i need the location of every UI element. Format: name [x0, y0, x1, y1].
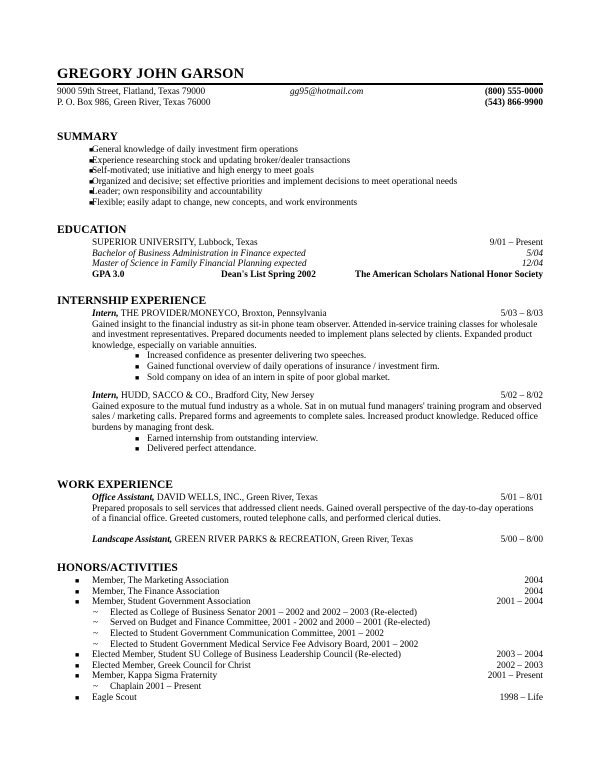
honors-item [57, 587, 543, 598]
work-job-header [57, 493, 543, 504]
honors-sub-item [57, 618, 543, 629]
honors-text: Eagle Scout [92, 692, 137, 703]
address-line-1: 9000 59th Street, Flatland, Texas 79000 [57, 87, 206, 97]
bullet-icon: ■ [89, 167, 94, 176]
job-org: HUDD, SACCO & CO., Bradford City, New Jersey [120, 391, 315, 402]
job-description: Gained insight to the financial industry as sit-in phone team observer. Attended in-service training classes for wholesale and investment representatives. Prepared documents needed to implement plans selected by clients. Expanded product knowledge, especially on variable annuities. [92, 319, 538, 351]
honors-item [57, 576, 543, 587]
honors-date: 1998 – Life [499, 692, 543, 703]
tilde-icon: ~ [93, 639, 99, 650]
list-item: ■ General knowledge of daily investment firm operations [89, 145, 299, 155]
education-school-row [57, 238, 543, 249]
work-section [57, 479, 543, 545]
honors-text: Elected to Student Government Communication Committee, 2001 – 2002 [110, 628, 384, 639]
summary-section [57, 131, 543, 209]
bullet-icon: ■ [89, 156, 94, 165]
list-item: ■ Increased confidence as presenter delivering two speeches. [135, 351, 367, 362]
education-title: EDUCATION [57, 224, 127, 236]
internship-job-header [57, 391, 543, 402]
honors-sub-item [57, 682, 543, 693]
honors-row [57, 270, 543, 281]
job-description: Prepared proposals to sell services that addressed client needs. Gained overall perspective of the day-to-day operations of a financial office. Greeted customers, routed telephone calls, and performed clerical duties. [92, 503, 534, 525]
honors-date: 2001 – 2004 [496, 597, 543, 608]
honors-text: Member, Student Government Association [92, 597, 251, 608]
honors-list [57, 576, 543, 703]
job-description: Gained exposure to the mutual fund industry as a whole. Sat in on mutual fund managers' training program and observed sales / marketing calls. Prepared forms and agreements to complete sales. Increased product knowledge. Reduced office burdens by managing front desk. [92, 401, 542, 433]
bullet-icon: ■ [75, 661, 80, 670]
honors-item [57, 661, 543, 672]
job-role: Office Assistant, [92, 493, 155, 503]
phone-1: (800) 555-0000 [484, 87, 543, 97]
internship-job-header [57, 309, 543, 320]
honors-title: HONORS/ACTIVITIES [57, 562, 178, 574]
honors-section [57, 562, 543, 703]
summary-title: SUMMARY [57, 131, 118, 143]
degree-1-date: 5/04 [526, 248, 543, 259]
honors-text: Chaplain 2001 – Present [110, 681, 202, 692]
bullet-icon: ■ [135, 434, 140, 443]
list-item: ■ Leader; own responsibility and accountability [89, 187, 263, 198]
honors-item [57, 693, 543, 704]
bullet-icon: ■ [75, 651, 80, 660]
honors-text: Member, The Marketing Association [92, 576, 229, 586]
tilde-icon: ~ [93, 681, 99, 692]
summary-list [57, 145, 543, 209]
job-dates: 5/02 – 8/02 [500, 391, 543, 402]
honor-society: The American Scholars National Honor Society [354, 269, 543, 280]
honors-text: Served on Budget and Finance Committee, 2001 - 2002 and 2000 – 2001 (Re-elected) [110, 618, 431, 629]
work-job-header [57, 535, 543, 546]
bullet-icon: ■ [135, 362, 140, 371]
job-org: GREEN RIVER PARKS & RECREATION, Green River, Texas [174, 534, 413, 545]
job-dates: 5/03 – 8/03 [500, 309, 543, 319]
degree-1: Bachelor of Business Administration in Finance expected [92, 248, 306, 259]
honors-date: 2003 – 2004 [496, 650, 543, 661]
bullet-icon: ■ [75, 577, 80, 585]
bullet-icon: ■ [135, 373, 140, 382]
internship-title: INTERNSHIP EXPERIENCE [57, 295, 207, 307]
honors-date: 2004 [524, 576, 543, 586]
bullet-icon: ■ [75, 587, 80, 596]
honors-sub-item [57, 629, 543, 640]
honors-text: Elected Member, Student SU College of Business Leadership Council (Re-elected) [92, 650, 401, 661]
internship-section [57, 295, 543, 455]
honors-text: Elected as College of Business Senator 2001 – 2002 and 2002 – 2003 (Re-elected) [110, 607, 417, 618]
phone-block [485, 87, 543, 108]
applicant-name: GREGORY JOHN GARSON [57, 66, 245, 82]
job-org: DAVID WELLS, INC., Green River, Texas [156, 493, 318, 503]
honors-sub-item [57, 608, 543, 619]
list-item: ■ Sold company on idea of an intern in spite of poor global market. [135, 372, 390, 383]
address-block [57, 87, 210, 108]
honors-item [57, 597, 543, 608]
email-address: gg95@hotmail.com [290, 87, 364, 97]
degree-2: Master of Science in Family Financial Planning expected [92, 259, 307, 270]
job-role: Landscape Assistant, [92, 534, 173, 545]
degree-2-date: 12/04 [521, 259, 543, 270]
header-rule [57, 83, 543, 85]
bullet-icon: ■ [135, 445, 140, 454]
school-dates: 9/01 – Present [489, 238, 543, 248]
deans-list: Dean's List Spring 2002 [221, 269, 316, 280]
list-item: ■ Experience researching stock and updating broker/dealer transactions [89, 155, 351, 166]
school-name: SUPERIOR UNIVERSITY, Lubbock, Texas [92, 238, 258, 248]
bullet-icon: ■ [75, 693, 80, 702]
bullet-icon: ■ [89, 198, 94, 207]
list-item: ■ Delivered perfect attendance. [135, 444, 257, 455]
list-item: ■ Self-motivated; use initiative and high energy to meet goals [89, 166, 314, 177]
gpa: GPA 3.0 [92, 269, 125, 280]
job-role: Intern, [92, 309, 119, 319]
address-line-2: P. O. Box 986, Green River, Texas 76000 [57, 97, 211, 108]
degree-row-1 [57, 249, 543, 260]
honors-text: Elected Member, Greek Council for Christ [92, 660, 251, 671]
degree-row-2 [57, 259, 543, 270]
honors-text: Member, The Finance Association [92, 586, 220, 597]
honors-sub-item [57, 640, 543, 651]
bullet-icon: ■ [89, 177, 94, 186]
list-item: ■ Earned internship from outstanding interview. [135, 433, 319, 444]
list-item: ■ Flexible; easily adapt to change, new concepts, and work environments [89, 197, 358, 208]
bullet-icon: ■ [135, 352, 140, 361]
list-item: ■ Gained functional overview of daily operations of insurance / investment firm. [135, 361, 440, 372]
job-bullets [57, 434, 543, 455]
job-dates: 5/01 – 8/01 [500, 493, 543, 503]
bullet-icon: ■ [89, 188, 94, 197]
job-dates: 5/00 – 8/00 [500, 534, 543, 545]
honors-text: Member, Kappa Sigma Fraternity [92, 671, 218, 682]
phone-2: (543) 866-9900 [484, 97, 543, 108]
tilde-icon: ~ [93, 618, 99, 629]
honors-item [57, 671, 543, 682]
tilde-icon: ~ [93, 628, 99, 639]
honors-date: 2004 [524, 586, 543, 597]
job-bullets [57, 351, 543, 383]
honors-date: 2001 – Present [487, 671, 543, 682]
list-item: ■ Organized and decisive; set effective priorities and implement decisions to meet operational needs [89, 176, 458, 187]
bullet-icon: ■ [75, 598, 80, 607]
work-title: WORK EXPERIENCE [57, 479, 173, 491]
bullet-icon: ■ [75, 672, 80, 681]
tilde-icon: ~ [93, 607, 99, 618]
job-role: Intern, [92, 391, 119, 402]
honors-item [57, 650, 543, 661]
education-section [57, 224, 543, 280]
honors-text: Elected to Student Government Medical Service Fee Advisory Board, 2001 – 2002 [110, 639, 419, 650]
job-org: THE PROVIDER/MONEYCO, Broxton, Pennsylvania [120, 309, 327, 319]
honors-date: 2002 – 2003 [496, 660, 543, 671]
bullet-icon: ■ [89, 146, 94, 154]
